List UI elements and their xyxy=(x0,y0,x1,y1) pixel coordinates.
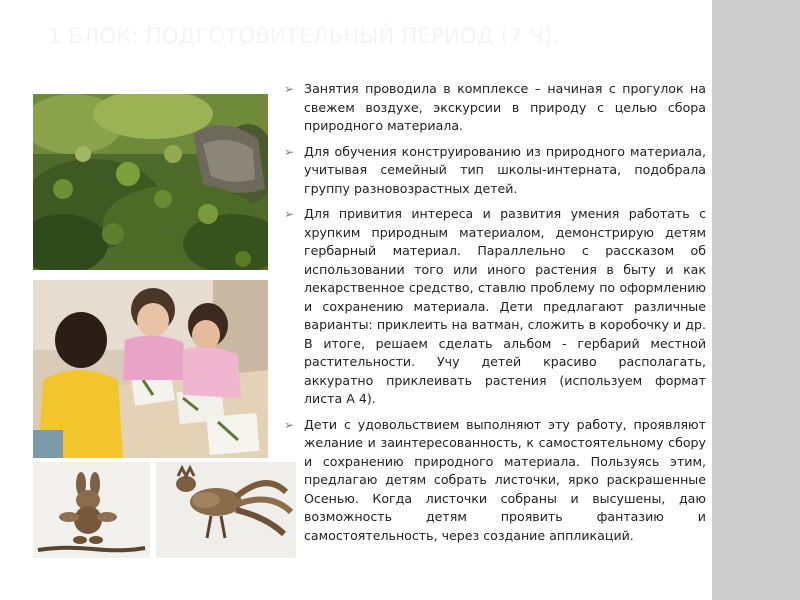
leaf-applique-rooster-photo xyxy=(156,462,296,558)
arrow-bullet-icon: ➢ xyxy=(284,417,295,432)
bullet-item xyxy=(282,416,706,546)
bullet-text: Занятия проводила в комплексе – начиная с прогулок на свежем воздухе, экскурсии в природу с целью сбора природного материала. xyxy=(304,81,706,133)
bullet-item xyxy=(282,205,706,409)
bullet-item xyxy=(282,80,706,136)
content-bullet-list xyxy=(282,80,706,552)
children-at-table-photo xyxy=(33,280,268,458)
bullet-text: Для обучения конструированию из природного материала, учитывая семейный тип школы-интерната, подобрала группу разновозрастных детей. xyxy=(304,143,706,196)
bullet-text: Дети с удовольствием выполняют эту работу, проявляют желание и заинтересованность, к самостоятельному сбору и сохранению природного материала. Пользуясь этим, предлагаю детям собрать листочки, ярко раскрашенные Осенью. Когда листочки собраны и высушены, даю возможность детям проявить фантазию и самостоятельность, через создание аппликаций. xyxy=(304,416,706,543)
arrow-bullet-icon: ➢ xyxy=(284,82,295,96)
bullet-item xyxy=(282,143,706,199)
leaf-applique-bunny-photo xyxy=(33,462,150,558)
side-stripe xyxy=(712,0,800,600)
slide-title: 1 БЛОК: ПОДГОТОВИТЕЛЬНЫЙ ПЕРИОД (7 Ч). xyxy=(48,24,560,48)
bullet-text: Для привития интереса и развития умения работать с хрупким природным материалом, демонстрирую детям гербарный материал. Параллельно с рассказом об использовании того или иного растения в быту и как лекарственное средство, ставлю проблему по оформлению и сохранению материала. Дети предлагают различные варианты: приклеить на ватман, сложить в коробочку и др. В итоге, решаем сделать альбом - гербарий местной растительности. Учу детей красиво располагать, аккуратно приклеивать растения (используем формат листа А 4). xyxy=(304,206,706,406)
arrow-bullet-icon: ➢ xyxy=(284,207,295,221)
arrow-bullet-icon: ➢ xyxy=(284,144,295,159)
forest-photo xyxy=(33,94,268,270)
